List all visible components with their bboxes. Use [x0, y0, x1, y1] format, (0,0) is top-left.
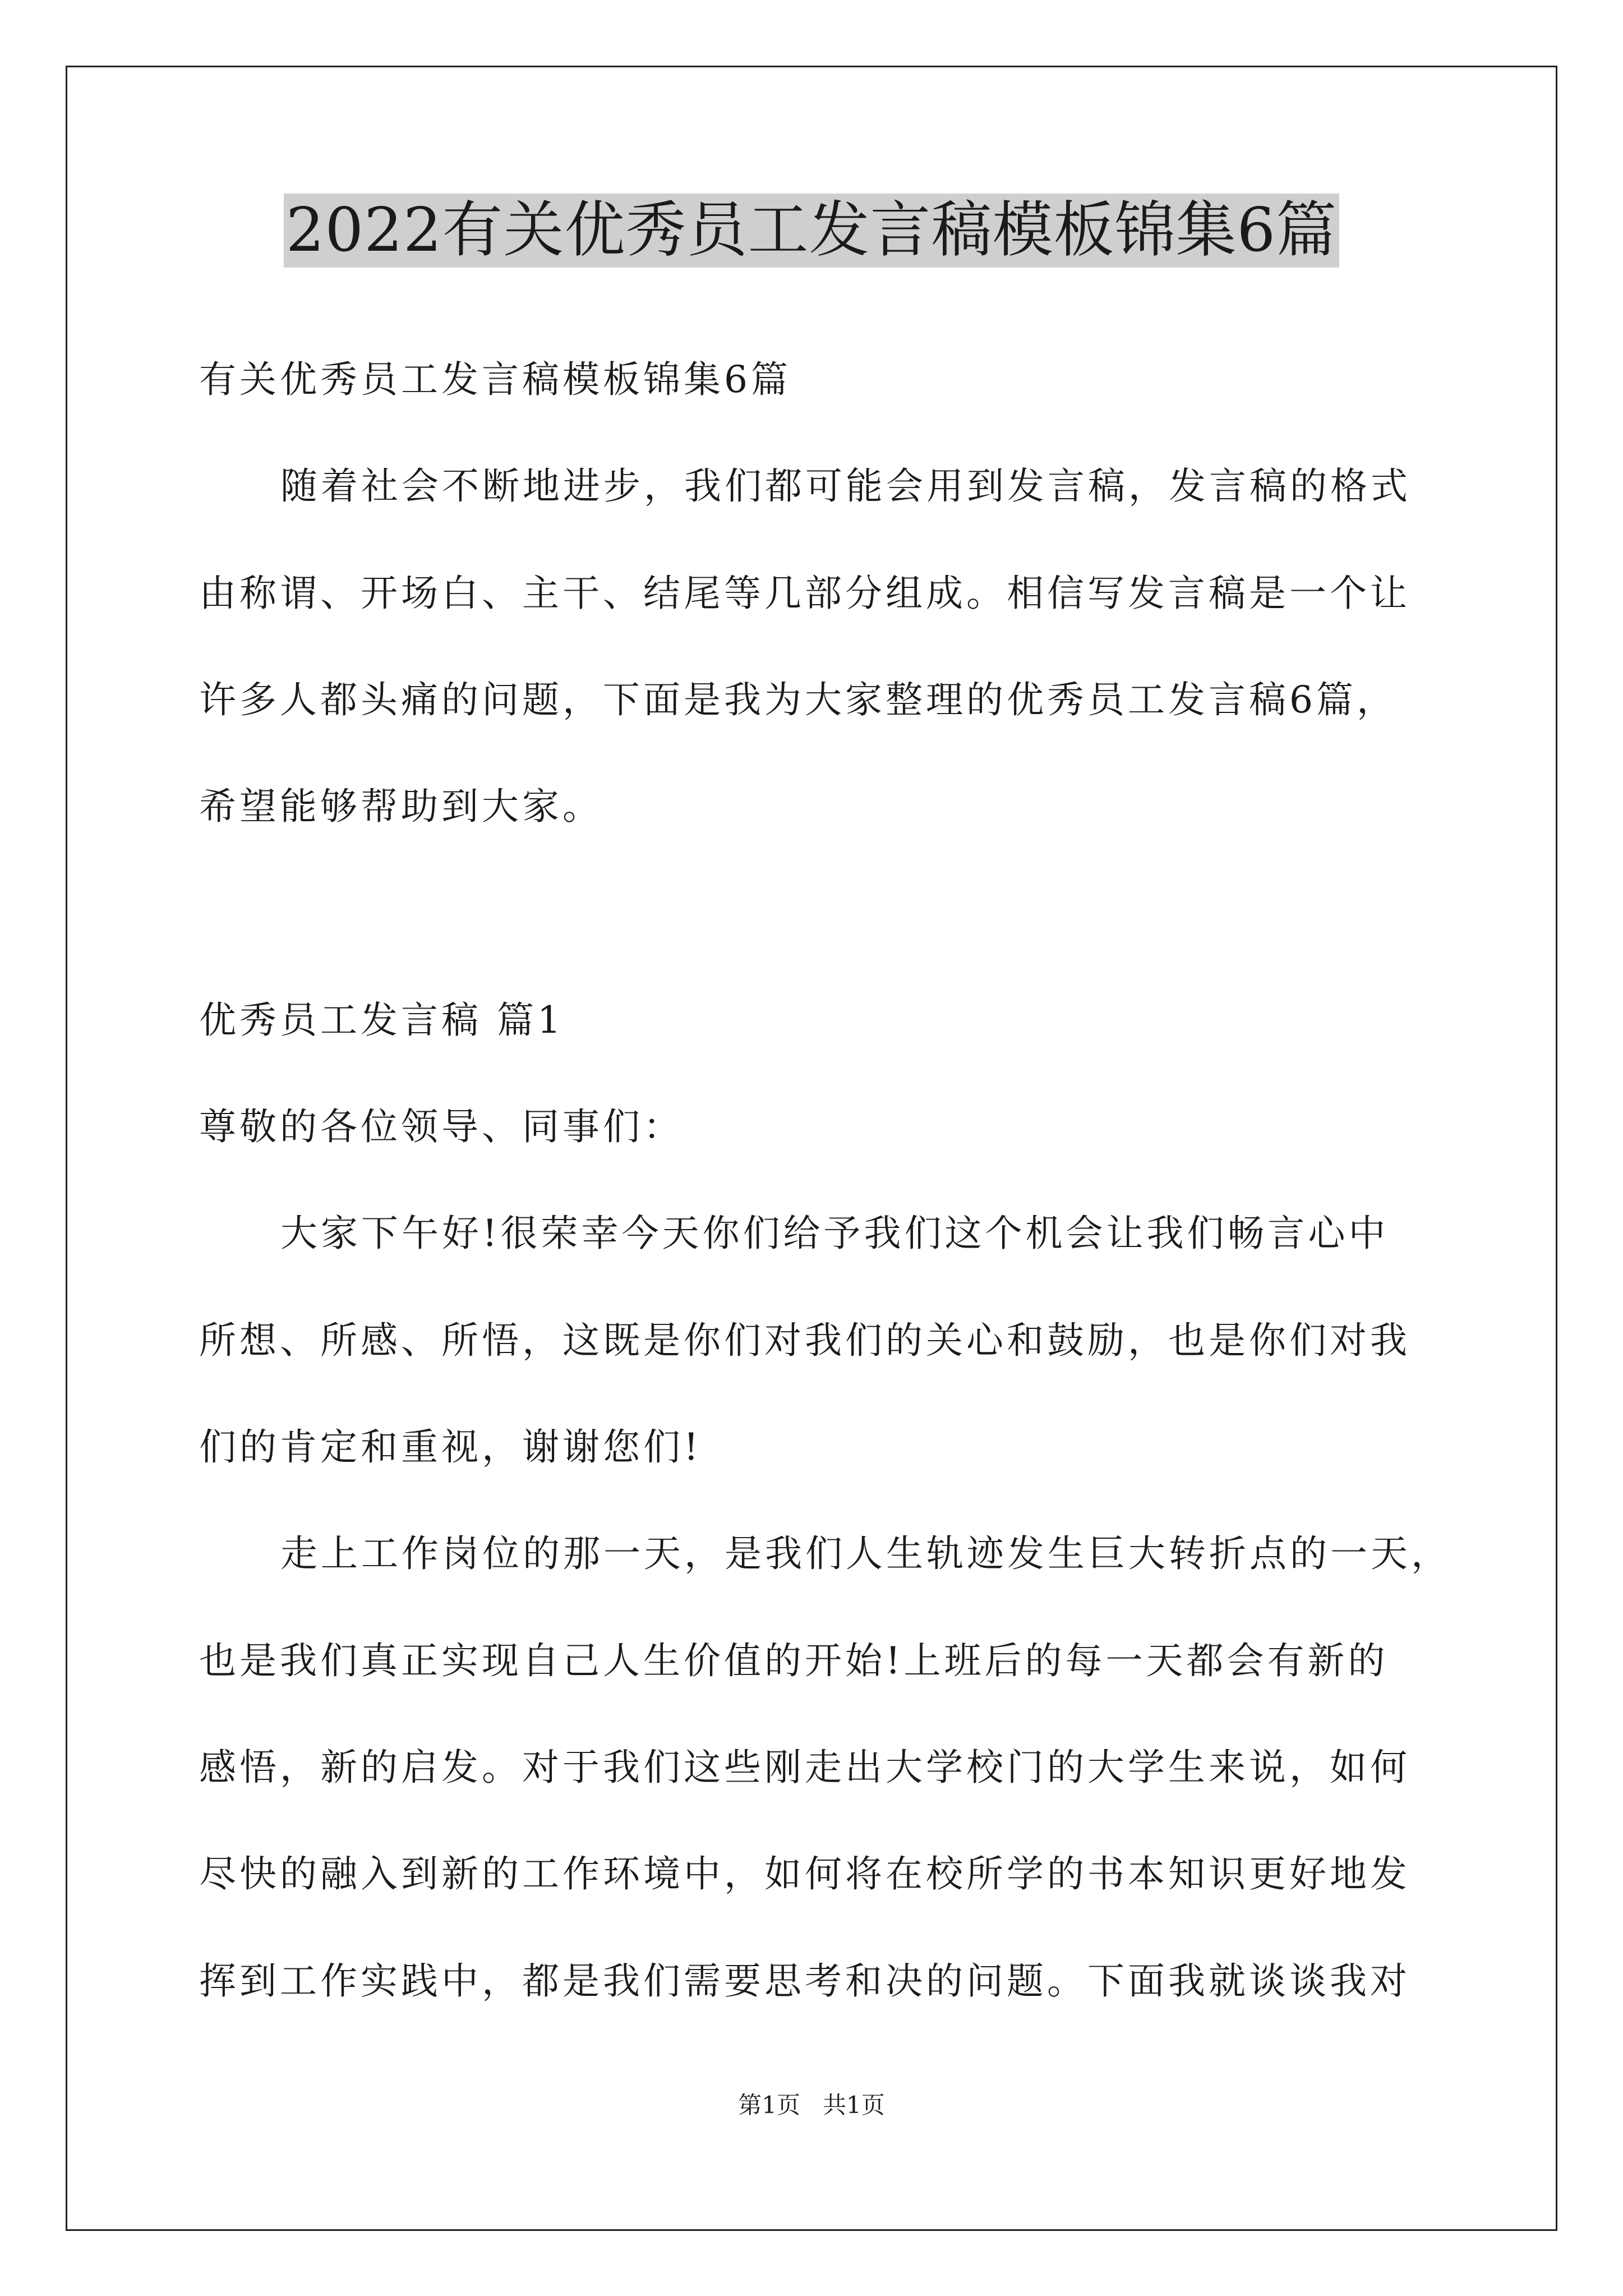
title-container — [0, 194, 1623, 268]
paragraph-line: 感悟，新的启发。对于我们这些刚走出大学校门的大学生来说，如何 — [199, 1746, 1410, 1789]
paragraph-line: 大家下午好!很荣幸今天你们给予我们这个机会让我们畅言心中 — [280, 1212, 1389, 1255]
paragraph-line: 所想、所感、所悟，这既是你们对我们的关心和鼓励，也是你们对我 — [199, 1319, 1410, 1362]
document-title: 2022有关优秀员工发言稿模板锦集6篇 — [284, 194, 1340, 268]
paragraph-line: 走上工作岗位的那一天，是我们人生轨迹发生巨大转折点的一天， — [280, 1532, 1451, 1575]
document-subtitle: 有关优秀员工发言稿模板锦集6篇 — [199, 358, 791, 401]
paragraph-line: 也是我们真正实现自己人生价值的开始!上班后的每一天都会有新的 — [199, 1639, 1389, 1682]
intro-line: 许多人都头痛的问题，下面是我为大家整理的优秀员工发言稿6篇， — [199, 678, 1397, 721]
intro-line: 由称谓、开场白、主干、结尾等几部分组成。相信写发言稿是一个让 — [199, 572, 1410, 615]
intro-line: 随着社会不断地进步，我们都可能会用到发言稿，发言稿的格式 — [280, 464, 1411, 508]
intro-line: 希望能够帮助到大家。 — [199, 785, 603, 828]
greeting-line: 尊敬的各位领导、同事们： — [199, 1105, 684, 1148]
paragraph-line: 尽快的融入到新的工作环境中，如何将在校所学的书本知识更好地发 — [199, 1852, 1410, 1895]
page-footer: 第1页 共1页 — [738, 2091, 885, 2119]
paragraph-line: 挥到工作实践中，都是我们需要思考和决的问题。下面我就谈谈我对 — [199, 1959, 1410, 2003]
paragraph-line: 们的肯定和重视，谢谢您们! — [199, 1425, 702, 1469]
section-heading: 优秀员工发言稿 篇1 — [199, 999, 564, 1042]
